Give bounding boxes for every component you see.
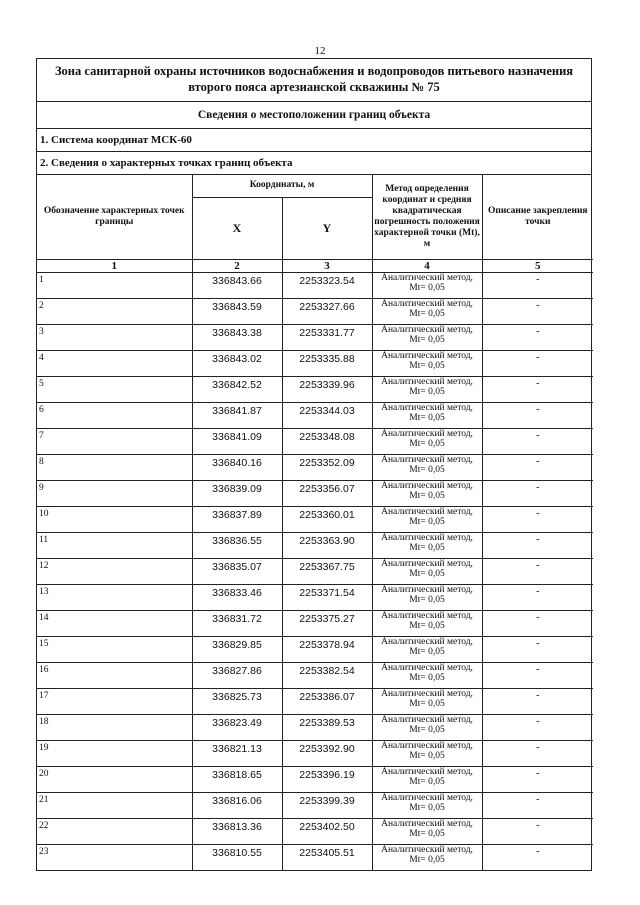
coord-y: 2253344.03 xyxy=(282,402,372,428)
point-description: - xyxy=(482,740,593,766)
point-description: - xyxy=(482,688,593,714)
method-precision: Mt= 0,05 xyxy=(409,387,445,397)
point-description: - xyxy=(482,818,593,844)
coord-y: 2253399.39 xyxy=(282,792,372,818)
point-id: 4 xyxy=(37,350,192,376)
table-row xyxy=(37,454,593,480)
method-precision: Mt= 0,05 xyxy=(409,569,445,579)
table-row xyxy=(37,740,593,766)
coord-x: 336841.09 xyxy=(192,428,282,454)
table-row xyxy=(37,792,593,818)
point-description: - xyxy=(482,428,593,454)
column-number: 1 xyxy=(37,259,192,272)
point-id: 15 xyxy=(37,636,192,662)
table-row xyxy=(37,480,593,506)
point-description: - xyxy=(482,558,593,584)
column-number: 3 xyxy=(282,259,372,272)
header-description: Описание закрепления точки xyxy=(482,175,593,259)
point-description: - xyxy=(482,584,593,610)
coord-y: 2253356.07 xyxy=(282,480,372,506)
table-row xyxy=(37,610,593,636)
method-precision: Mt= 0,05 xyxy=(409,647,445,657)
point-description: - xyxy=(482,766,593,792)
point-description: - xyxy=(482,324,593,350)
point-id: 5 xyxy=(37,376,192,402)
point-id: 22 xyxy=(37,818,192,844)
point-description: - xyxy=(482,610,593,636)
point-id: 2 xyxy=(37,298,192,324)
coord-y: 2253396.19 xyxy=(282,766,372,792)
method-text: Аналитический метод, xyxy=(381,324,473,335)
document-title: Зона санитарной охраны источников водоснабжения и водопроводов питьевого назначения второго пояса артезианской скважины № 75 xyxy=(37,59,591,102)
coord-y: 2253389.53 xyxy=(282,714,372,740)
method-text: Аналитический метод, xyxy=(381,532,473,543)
point-id: 3 xyxy=(37,324,192,350)
table-row xyxy=(37,532,593,558)
table-row xyxy=(37,376,593,402)
coord-y: 2253405.51 xyxy=(282,844,372,870)
points-table xyxy=(37,175,593,870)
coord-y: 2253323.54 xyxy=(282,272,372,298)
method-text: Аналитический метод, xyxy=(381,636,473,647)
coord-y: 2253375.27 xyxy=(282,610,372,636)
method-text: Аналитический метод, xyxy=(381,818,473,829)
point-id: 20 xyxy=(37,766,192,792)
method-precision: Mt= 0,05 xyxy=(409,491,445,501)
header-method: Метод определения координат и средняя квадратическая погрешность положения характерной точки (Mt), м xyxy=(372,175,482,259)
table-row xyxy=(37,402,593,428)
point-description: - xyxy=(482,298,593,324)
coord-y: 2253382.54 xyxy=(282,662,372,688)
method-text: Аналитический метод, xyxy=(381,558,473,569)
method-cell xyxy=(372,584,482,610)
point-id: 6 xyxy=(37,402,192,428)
method-cell xyxy=(372,792,482,818)
point-id: 18 xyxy=(37,714,192,740)
header-designation: Обозначение характерных точек границы xyxy=(37,175,192,259)
method-precision: Mt= 0,05 xyxy=(409,413,445,423)
coord-y: 2253392.90 xyxy=(282,740,372,766)
section-characteristic-points: 2. Сведения о характерных точках границ объекта xyxy=(37,152,591,175)
point-description: - xyxy=(482,844,593,870)
method-cell xyxy=(372,298,482,324)
coord-y: 2253371.54 xyxy=(282,584,372,610)
coord-y: 2253331.77 xyxy=(282,324,372,350)
method-precision: Mt= 0,05 xyxy=(409,777,445,787)
point-description: - xyxy=(482,714,593,740)
method-cell xyxy=(372,376,482,402)
coord-y: 2253348.08 xyxy=(282,428,372,454)
method-text: Аналитический метод, xyxy=(381,454,473,465)
coord-x: 336840.16 xyxy=(192,454,282,480)
point-description: - xyxy=(482,454,593,480)
coord-x: 336835.07 xyxy=(192,558,282,584)
header-coordinates: Координаты, м xyxy=(192,175,372,197)
point-id: 12 xyxy=(37,558,192,584)
table-row xyxy=(37,766,593,792)
table-row xyxy=(37,818,593,844)
section-coordinate-system: 1. Система координат МСК-60 xyxy=(37,129,591,152)
method-cell xyxy=(372,428,482,454)
method-text: Аналитический метод, xyxy=(381,376,473,387)
method-precision: Mt= 0,05 xyxy=(409,699,445,709)
point-description: - xyxy=(482,272,593,298)
method-text: Аналитический метод, xyxy=(381,298,473,309)
point-id: 17 xyxy=(37,688,192,714)
table-row xyxy=(37,844,593,870)
method-cell xyxy=(372,506,482,532)
point-id: 14 xyxy=(37,610,192,636)
method-precision: Mt= 0,05 xyxy=(409,361,445,371)
point-id: 21 xyxy=(37,792,192,818)
coord-x: 336818.65 xyxy=(192,766,282,792)
method-precision: Mt= 0,05 xyxy=(409,855,445,865)
method-cell xyxy=(372,766,482,792)
column-number: 2 xyxy=(192,259,282,272)
method-precision: Mt= 0,05 xyxy=(409,673,445,683)
method-text: Аналитический метод, xyxy=(381,272,473,283)
method-text: Аналитический метод, xyxy=(381,740,473,751)
method-text: Аналитический метод, xyxy=(381,480,473,491)
method-text: Аналитический метод, xyxy=(381,428,473,439)
coord-x: 336833.46 xyxy=(192,584,282,610)
table-row xyxy=(37,636,593,662)
method-precision: Mt= 0,05 xyxy=(409,465,445,475)
method-cell xyxy=(372,272,482,298)
coord-x: 336816.06 xyxy=(192,792,282,818)
table-row xyxy=(37,272,593,298)
coord-y: 2253402.50 xyxy=(282,818,372,844)
point-id: 19 xyxy=(37,740,192,766)
method-cell xyxy=(372,714,482,740)
coord-y: 2253339.96 xyxy=(282,376,372,402)
coord-y: 2253352.09 xyxy=(282,454,372,480)
method-text: Аналитический метод, xyxy=(381,844,473,855)
coord-x: 336841.87 xyxy=(192,402,282,428)
coord-y: 2253378.94 xyxy=(282,636,372,662)
method-cell xyxy=(372,480,482,506)
coord-x: 336843.38 xyxy=(192,324,282,350)
coord-x: 336843.59 xyxy=(192,298,282,324)
point-id: 23 xyxy=(37,844,192,870)
method-text: Аналитический метод, xyxy=(381,662,473,673)
method-cell xyxy=(372,350,482,376)
point-description: - xyxy=(482,792,593,818)
coord-y: 2253335.88 xyxy=(282,350,372,376)
method-text: Аналитический метод, xyxy=(381,350,473,361)
method-precision: Mt= 0,05 xyxy=(409,309,445,319)
table-row xyxy=(37,584,593,610)
method-precision: Mt= 0,05 xyxy=(409,725,445,735)
table-row xyxy=(37,662,593,688)
coord-x: 336825.73 xyxy=(192,688,282,714)
method-precision: Mt= 0,05 xyxy=(409,829,445,839)
coord-x: 336843.66 xyxy=(192,272,282,298)
point-description: - xyxy=(482,506,593,532)
point-id: 16 xyxy=(37,662,192,688)
method-cell xyxy=(372,818,482,844)
coord-x: 336829.85 xyxy=(192,636,282,662)
point-description: - xyxy=(482,402,593,428)
method-text: Аналитический метод, xyxy=(381,714,473,725)
point-id: 11 xyxy=(37,532,192,558)
method-precision: Mt= 0,05 xyxy=(409,803,445,813)
method-precision: Mt= 0,05 xyxy=(409,335,445,345)
method-text: Аналитический метод, xyxy=(381,402,473,413)
coord-x: 336837.89 xyxy=(192,506,282,532)
method-text: Аналитический метод, xyxy=(381,766,473,777)
point-description: - xyxy=(482,532,593,558)
point-id: 1 xyxy=(37,272,192,298)
method-cell xyxy=(372,844,482,870)
method-cell xyxy=(372,688,482,714)
method-precision: Mt= 0,05 xyxy=(409,283,445,293)
coord-x: 336813.36 xyxy=(192,818,282,844)
point-id: 9 xyxy=(37,480,192,506)
method-text: Аналитический метод, xyxy=(381,506,473,517)
column-number: 5 xyxy=(482,259,593,272)
table-row xyxy=(37,688,593,714)
table-row xyxy=(37,506,593,532)
table-row xyxy=(37,324,593,350)
method-cell xyxy=(372,532,482,558)
method-cell xyxy=(372,662,482,688)
point-description: - xyxy=(482,662,593,688)
method-cell xyxy=(372,558,482,584)
method-cell xyxy=(372,324,482,350)
method-cell xyxy=(372,740,482,766)
table-row xyxy=(37,298,593,324)
header-x: X xyxy=(192,197,282,259)
coord-y: 2253367.75 xyxy=(282,558,372,584)
table-row xyxy=(37,714,593,740)
point-id: 10 xyxy=(37,506,192,532)
method-cell xyxy=(372,610,482,636)
method-text: Аналитический метод, xyxy=(381,792,473,803)
method-cell xyxy=(372,636,482,662)
method-text: Аналитический метод, xyxy=(381,584,473,595)
coord-x: 336839.09 xyxy=(192,480,282,506)
point-id: 7 xyxy=(37,428,192,454)
method-precision: Mt= 0,05 xyxy=(409,517,445,527)
method-cell xyxy=(372,454,482,480)
method-text: Аналитический метод, xyxy=(381,688,473,699)
coord-x: 336823.49 xyxy=(192,714,282,740)
coord-x: 336843.02 xyxy=(192,350,282,376)
table-row xyxy=(37,558,593,584)
points-table-body xyxy=(37,272,593,870)
point-description: - xyxy=(482,376,593,402)
coord-y: 2253363.90 xyxy=(282,532,372,558)
point-id: 8 xyxy=(37,454,192,480)
coord-x: 336836.55 xyxy=(192,532,282,558)
document-subtitle: Сведения о местоположении границ объекта xyxy=(37,102,591,129)
table-row xyxy=(37,428,593,454)
point-description: - xyxy=(482,350,593,376)
point-description: - xyxy=(482,636,593,662)
coord-x: 336831.72 xyxy=(192,610,282,636)
table-row xyxy=(37,350,593,376)
coord-x: 336827.86 xyxy=(192,662,282,688)
point-description: - xyxy=(482,480,593,506)
coord-y: 2253386.07 xyxy=(282,688,372,714)
column-number: 4 xyxy=(372,259,482,272)
coord-x: 336810.55 xyxy=(192,844,282,870)
coord-x: 336842.52 xyxy=(192,376,282,402)
method-precision: Mt= 0,05 xyxy=(409,543,445,553)
method-cell xyxy=(372,402,482,428)
method-precision: Mt= 0,05 xyxy=(409,595,445,605)
method-precision: Mt= 0,05 xyxy=(409,439,445,449)
page-number: 12 xyxy=(314,45,326,57)
coord-y: 2253360.01 xyxy=(282,506,372,532)
method-text: Аналитический метод, xyxy=(381,610,473,621)
method-precision: Mt= 0,05 xyxy=(409,751,445,761)
coord-y: 2253327.66 xyxy=(282,298,372,324)
coord-x: 336821.13 xyxy=(192,740,282,766)
point-id: 13 xyxy=(37,584,192,610)
document-frame xyxy=(36,58,592,871)
header-y: Y xyxy=(282,197,372,259)
method-precision: Mt= 0,05 xyxy=(409,621,445,631)
